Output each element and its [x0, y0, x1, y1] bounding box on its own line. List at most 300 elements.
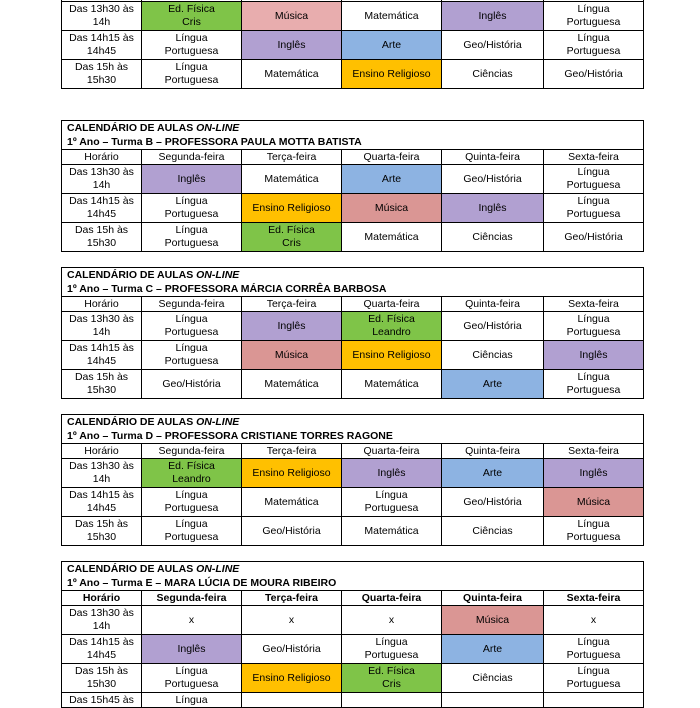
- cell-text: Língua: [375, 636, 408, 648]
- cell-text: Ciências: [472, 230, 513, 243]
- cell-text: Música: [576, 495, 611, 508]
- header-day: Sexta-feira: [544, 444, 644, 459]
- subject-cell: [242, 488, 342, 517]
- subject-cell: [142, 165, 242, 194]
- header-row: [62, 591, 644, 606]
- cell-text: Portuguesa: [164, 502, 219, 514]
- subject-cell: [142, 635, 242, 664]
- cell-text: Portuguesa: [164, 208, 219, 220]
- calendar-title: [62, 562, 644, 577]
- schedule-row: [62, 31, 644, 60]
- header-row: [62, 297, 644, 312]
- cell-text: Arte: [381, 38, 402, 51]
- table-title-row: [62, 562, 644, 577]
- cell-text: Inglês: [579, 466, 608, 479]
- subject-cell: [442, 370, 544, 399]
- subject-cell: [342, 2, 442, 31]
- header-horario: Horário: [62, 150, 142, 165]
- cell-text: Música: [274, 348, 309, 361]
- subject-cell: [442, 194, 544, 223]
- cell-text: 14h: [92, 179, 111, 191]
- header-day: Quarta-feira: [342, 150, 442, 165]
- subject-cell: [442, 517, 544, 546]
- header-horario: Horário: [62, 444, 142, 459]
- cell-text: Ed. Física: [168, 460, 215, 472]
- calendar-title-online: ON-LINE: [196, 415, 240, 428]
- calendar-title-text: CALENDÁRIO DE AULAS: [67, 268, 197, 281]
- time-cell: [62, 165, 142, 194]
- subject-cell: [242, 194, 342, 223]
- time-cell: [62, 370, 142, 399]
- subject-cell: [544, 194, 644, 223]
- subject-cell: [142, 2, 242, 31]
- header-day: Segunda-feira: [142, 591, 242, 606]
- header-row: [62, 444, 644, 459]
- time-cell: [62, 312, 142, 341]
- schedule-row: [62, 370, 644, 399]
- cell-text: Das 14h15 às: [69, 636, 134, 648]
- cell-text: Ensino Religioso: [252, 201, 331, 214]
- cell-text: Matemática: [264, 377, 319, 390]
- cell-text: Portuguesa: [364, 649, 419, 661]
- calendar-title-text: CALENDÁRIO DE AULAS: [67, 121, 197, 134]
- subject-cell: [544, 31, 644, 60]
- schedule-table-1: [61, 120, 644, 252]
- subject-cell: [442, 635, 544, 664]
- subject-cell: [242, 459, 342, 488]
- header-day: Sexta-feira: [544, 591, 644, 606]
- cell-text: Ciências: [472, 524, 513, 537]
- calendar-title: [62, 415, 644, 430]
- subject-cell: [242, 341, 342, 370]
- schedule-row: [62, 664, 644, 693]
- cell-text: Das 14h15 às: [69, 489, 134, 501]
- subject-cell: [342, 194, 442, 223]
- cell-text: Ensino Religioso: [252, 671, 331, 684]
- time-cell: [62, 517, 142, 546]
- cell-text: Matemática: [364, 377, 419, 390]
- subject-cell: [544, 693, 644, 708]
- subject-cell: [342, 60, 442, 89]
- subject-cell: [544, 60, 644, 89]
- subject-cell: [142, 664, 242, 693]
- cell-text: Língua: [175, 518, 208, 530]
- table-title-row: [62, 121, 644, 136]
- subject-cell: [544, 165, 644, 194]
- class-teacher-title: 1º Ano – Turma D – PROFESSORA CRISTIANE TORRES RAGONE: [62, 429, 644, 444]
- cell-text: Das 14h15 às: [69, 195, 134, 207]
- subject-cell: [442, 459, 544, 488]
- cell-text: Língua: [175, 313, 208, 325]
- subject-cell: [544, 2, 644, 31]
- subject-cell: [342, 459, 442, 488]
- cell-text: Inglês: [277, 319, 306, 332]
- cell-text: Geo/História: [262, 642, 321, 655]
- cell-text: Portuguesa: [566, 16, 621, 28]
- cell-text: Inglês: [177, 172, 206, 185]
- cell-text: 14h45: [86, 649, 117, 661]
- time-cell: [62, 2, 142, 31]
- cell-text: 14h: [92, 16, 111, 28]
- header-day: Terça-feira: [242, 150, 342, 165]
- cell-text: Arte: [482, 466, 503, 479]
- schedule-row: [62, 517, 644, 546]
- cell-text: 15h30: [86, 237, 117, 249]
- header-day: Quinta-feira: [442, 150, 544, 165]
- cell-text: Língua: [577, 166, 610, 178]
- cell-text: Ed. Física: [368, 665, 415, 677]
- subject-cell: [342, 370, 442, 399]
- subject-cell: [142, 223, 242, 252]
- subject-cell: [342, 341, 442, 370]
- schedule-row: [62, 459, 644, 488]
- subject-cell: [342, 635, 442, 664]
- cell-text: 14h: [92, 473, 111, 485]
- subject-cell: [544, 488, 644, 517]
- cell-text: Língua: [175, 665, 208, 677]
- header-day: Segunda-feira: [142, 150, 242, 165]
- calendar-title: [62, 121, 644, 136]
- subject-cell: [544, 606, 644, 635]
- subject-cell: [544, 370, 644, 399]
- cell-text: x: [388, 613, 395, 626]
- cell-text: Língua: [577, 3, 610, 15]
- cell-text: x: [288, 613, 295, 626]
- subject-cell: [544, 312, 644, 341]
- subject-cell: [442, 693, 544, 708]
- cell-text: Das 13h30 às: [69, 313, 134, 325]
- subject-cell: [242, 312, 342, 341]
- cell-text: Inglês: [177, 642, 206, 655]
- cell-text: Portuguesa: [164, 355, 219, 367]
- calendar-title-online: ON-LINE: [196, 268, 240, 281]
- subject-cell: [442, 2, 544, 31]
- cell-text: 15h30: [86, 384, 117, 396]
- header-day: Quinta-feira: [442, 591, 544, 606]
- cell-text: Inglês: [478, 9, 507, 22]
- cell-text: 15h30: [86, 531, 117, 543]
- cell-text: 14h45: [86, 208, 117, 220]
- cell-text: Portuguesa: [566, 179, 621, 191]
- schedule-row: [62, 606, 644, 635]
- cell-text: Das 13h30 às: [69, 607, 134, 619]
- cell-text: Língua: [175, 61, 208, 73]
- schedule-row: [62, 312, 644, 341]
- cell-text: Geo/História: [463, 319, 522, 332]
- cell-text: Portuguesa: [164, 326, 219, 338]
- schedule-row: [62, 2, 644, 31]
- subject-cell: [142, 606, 242, 635]
- cell-text: Das 14h15 às: [69, 342, 134, 354]
- subject-cell: [442, 312, 544, 341]
- subject-cell: [442, 341, 544, 370]
- cell-text: Portuguesa: [566, 678, 621, 690]
- time-cell: [62, 459, 142, 488]
- cell-text: Inglês: [377, 466, 406, 479]
- schedule-table-0: [61, 0, 644, 89]
- cell-text: Língua: [175, 693, 208, 706]
- class-teacher-title: 1º Ano – Turma B – PROFESSORA PAULA MOTTA BATISTA: [62, 135, 644, 150]
- cell-text: Portuguesa: [566, 326, 621, 338]
- subject-cell: [142, 341, 242, 370]
- schedule-table-4: [61, 561, 644, 708]
- cell-text: Geo/História: [564, 230, 623, 243]
- schedule-row: [62, 635, 644, 664]
- subject-cell: [442, 488, 544, 517]
- header-horario: Horário: [62, 591, 142, 606]
- header-day: Quinta-feira: [442, 297, 544, 312]
- cell-text: Portuguesa: [566, 649, 621, 661]
- subject-cell: [142, 31, 242, 60]
- table-class-row: [62, 282, 644, 297]
- cell-text: Geo/História: [564, 67, 623, 80]
- cell-text: Leandro: [172, 473, 211, 485]
- subject-cell: [342, 488, 442, 517]
- cell-text: Cris: [282, 237, 301, 249]
- cell-text: Matemática: [364, 9, 419, 22]
- subject-cell: [442, 165, 544, 194]
- subject-cell: [342, 606, 442, 635]
- subject-cell: [342, 165, 442, 194]
- schedule-row: [62, 165, 644, 194]
- header-day: Sexta-feira: [544, 150, 644, 165]
- cell-text: Ensino Religioso: [352, 348, 431, 361]
- schedule-row: [62, 341, 644, 370]
- subject-cell: [544, 635, 644, 664]
- schedule-row: [62, 223, 644, 252]
- calendar-title: [62, 268, 644, 283]
- table-class-row: [62, 135, 644, 150]
- subject-cell: [544, 664, 644, 693]
- cell-text: Língua: [577, 313, 610, 325]
- subject-cell: [142, 370, 242, 399]
- table-title-row: [62, 268, 644, 283]
- cell-text: Cris: [182, 16, 201, 28]
- subject-cell: [242, 664, 342, 693]
- cell-text: Língua: [577, 371, 610, 383]
- cell-text: Portuguesa: [164, 74, 219, 86]
- time-cell: [62, 223, 142, 252]
- calendar-title-text: CALENDÁRIO DE AULAS: [67, 415, 197, 428]
- cell-text: Geo/História: [162, 377, 221, 390]
- cell-text: Das 15h às: [74, 224, 129, 236]
- cell-text: Língua: [577, 665, 610, 677]
- cell-text: 15h30: [86, 74, 117, 86]
- header-day: Quarta-feira: [342, 297, 442, 312]
- subject-cell: [142, 194, 242, 223]
- cell-text: 14h45: [86, 502, 117, 514]
- header-day: Segunda-feira: [142, 297, 242, 312]
- subject-cell: [142, 459, 242, 488]
- cell-text: Música: [374, 201, 409, 214]
- cell-text: Geo/História: [463, 38, 522, 51]
- table-title-row: [62, 415, 644, 430]
- subject-cell: [242, 517, 342, 546]
- cell-text: Ed. Física: [168, 3, 215, 15]
- subject-cell: [242, 165, 342, 194]
- cell-text: Das 13h30 às: [69, 3, 134, 15]
- header-day: Quarta-feira: [342, 591, 442, 606]
- cell-text: Portuguesa: [566, 531, 621, 543]
- time-cell: [62, 693, 142, 708]
- header-day: Segunda-feira: [142, 444, 242, 459]
- subject-cell: [442, 606, 544, 635]
- cell-text: Língua: [175, 342, 208, 354]
- cell-text: Ed. Física: [268, 224, 315, 236]
- subject-cell: [242, 60, 342, 89]
- cell-text: Matemática: [264, 67, 319, 80]
- cell-text: 14h: [92, 620, 111, 632]
- subject-cell: [242, 2, 342, 31]
- cell-text: Cris: [382, 678, 401, 690]
- schedule-row: [62, 693, 644, 708]
- header-row: [62, 150, 644, 165]
- cell-text: Língua: [175, 195, 208, 207]
- class-teacher-title: 1º Ano – Turma C – PROFESSORA MÁRCIA CORRÊA BARBOSA: [62, 282, 644, 297]
- cell-text: Música: [475, 613, 510, 626]
- schedule-table-3: [61, 414, 644, 546]
- cell-text: Música: [274, 9, 309, 22]
- cell-text: Portuguesa: [566, 384, 621, 396]
- cell-text: x: [590, 613, 597, 626]
- cell-text: Inglês: [277, 38, 306, 51]
- subject-cell: [544, 459, 644, 488]
- table-class-row: [62, 576, 644, 591]
- subject-cell: [242, 370, 342, 399]
- subject-cell: [142, 60, 242, 89]
- subject-cell: [142, 517, 242, 546]
- cell-text: Geo/História: [262, 524, 321, 537]
- cell-text: Ciências: [472, 671, 513, 684]
- cell-text: Matemática: [264, 172, 319, 185]
- subject-cell: [442, 223, 544, 252]
- cell-text: 15h30: [86, 678, 117, 690]
- cell-text: Portuguesa: [566, 208, 621, 220]
- cell-text: Ciências: [472, 348, 513, 361]
- schedule-table-2: [61, 267, 644, 399]
- subject-cell: [242, 223, 342, 252]
- header-day: Terça-feira: [242, 297, 342, 312]
- cell-text: Portuguesa: [364, 502, 419, 514]
- subject-cell: [242, 31, 342, 60]
- cell-text: Geo/História: [463, 172, 522, 185]
- subject-cell: [342, 223, 442, 252]
- cell-text: Ed. Física: [368, 313, 415, 325]
- cell-text: 14h: [92, 326, 111, 338]
- cell-text: Ensino Religioso: [252, 466, 331, 479]
- time-cell: [62, 194, 142, 223]
- cell-text: Ensino Religioso: [352, 67, 431, 80]
- cell-text: Portuguesa: [164, 531, 219, 543]
- cell-text: Língua: [175, 32, 208, 44]
- time-cell: [62, 341, 142, 370]
- header-horario: Horário: [62, 297, 142, 312]
- cell-text: Portuguesa: [164, 678, 219, 690]
- header-day: Terça-feira: [242, 591, 342, 606]
- time-cell: [62, 606, 142, 635]
- cell-text: Portuguesa: [164, 237, 219, 249]
- subject-cell: [242, 635, 342, 664]
- subject-cell: [342, 312, 442, 341]
- calendar-title-text: CALENDÁRIO DE AULAS: [67, 562, 197, 575]
- cell-text: Inglês: [478, 201, 507, 214]
- subject-cell: [342, 517, 442, 546]
- subject-cell: [342, 664, 442, 693]
- cell-text: Língua: [175, 489, 208, 501]
- schedule-row: [62, 488, 644, 517]
- subject-cell: [544, 341, 644, 370]
- table-class-row: [62, 429, 644, 444]
- cell-text: Portuguesa: [164, 45, 219, 57]
- cell-text: Das 15h às: [74, 518, 129, 530]
- cell-text: Arte: [482, 377, 503, 390]
- cell-text: Inglês: [579, 348, 608, 361]
- cell-text: Ciências: [472, 67, 513, 80]
- cell-text: Língua: [577, 195, 610, 207]
- cell-text: Matemática: [264, 495, 319, 508]
- subject-cell: [142, 693, 242, 708]
- cell-text: Das 15h às: [74, 371, 129, 383]
- cell-text: Das 15h às: [74, 61, 129, 73]
- subject-cell: [442, 31, 544, 60]
- subject-cell: [342, 31, 442, 60]
- cell-text: Portuguesa: [566, 45, 621, 57]
- subject-cell: [142, 312, 242, 341]
- schedule-row: [62, 60, 644, 89]
- header-day: Quinta-feira: [442, 444, 544, 459]
- time-cell: [62, 31, 142, 60]
- subject-cell: [142, 488, 242, 517]
- subject-cell: [242, 693, 342, 708]
- schedule-row: [62, 194, 644, 223]
- subject-cell: [442, 60, 544, 89]
- subject-cell: [544, 517, 644, 546]
- cell-text: Arte: [482, 642, 503, 655]
- header-day: Sexta-feira: [544, 297, 644, 312]
- cell-text: Língua: [577, 32, 610, 44]
- subject-cell: [242, 606, 342, 635]
- time-cell: [62, 60, 142, 89]
- cell-text: Das 13h30 às: [69, 166, 134, 178]
- cell-text: Geo/História: [463, 495, 522, 508]
- cell-text: Das 14h15 às: [69, 32, 134, 44]
- time-cell: [62, 635, 142, 664]
- time-cell: [62, 488, 142, 517]
- cell-text: Língua: [577, 636, 610, 648]
- cell-text: Das 15h45 às: [69, 693, 134, 706]
- cell-text: 14h45: [86, 45, 117, 57]
- cell-text: Leandro: [372, 326, 411, 338]
- cell-text: x: [188, 613, 195, 626]
- calendar-title-online: ON-LINE: [196, 562, 240, 575]
- cell-text: Arte: [381, 172, 402, 185]
- cell-text: Das 13h30 às: [69, 460, 134, 472]
- cell-text: Das 15h às: [74, 665, 129, 677]
- time-cell: [62, 664, 142, 693]
- subject-cell: [442, 664, 544, 693]
- cell-text: Língua: [577, 518, 610, 530]
- calendar-title-online: ON-LINE: [196, 121, 240, 134]
- subject-cell: [544, 223, 644, 252]
- cell-text: Língua: [175, 224, 208, 236]
- cell-text: Língua: [375, 489, 408, 501]
- cell-text: Matemática: [364, 524, 419, 537]
- header-day: Terça-feira: [242, 444, 342, 459]
- header-day: Quarta-feira: [342, 444, 442, 459]
- class-teacher-title: 1º Ano – Turma E – MARA LÚCIA DE MOURA RIBEIRO: [62, 576, 644, 591]
- subject-cell: [342, 693, 442, 708]
- cell-text: 14h45: [86, 355, 117, 367]
